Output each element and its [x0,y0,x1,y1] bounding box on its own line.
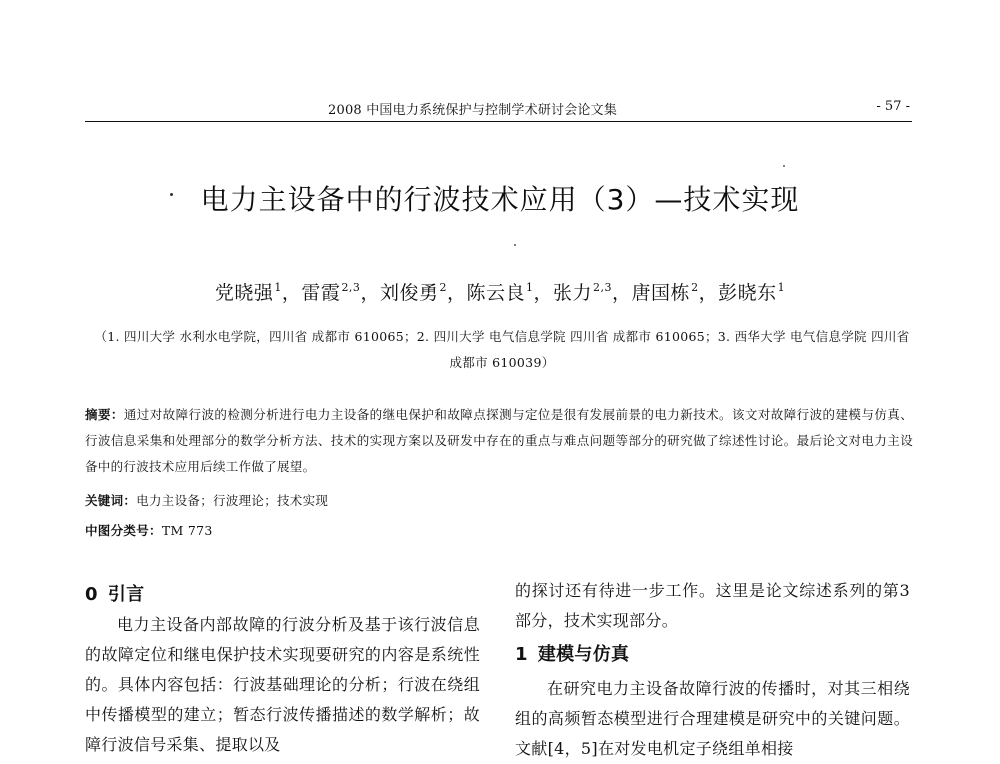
author-name: 陈云良 [466,282,525,304]
author-name: 张力 [553,282,593,304]
author-list [0,278,1000,305]
introduction-paragraph: 电力主设备内部故障的行波分析及基于该行波信息的故障定位和继电保护技术实现要研究的内容是系统性的。具体内容包括：行波基础理论的分析；行波在绕组中传播模型的建立；暂态行波传播描述的数学解析；故障行波信号采集、提取以及 [85,615,480,754]
author-name: 党晓强 [214,282,274,304]
scan-speck [514,244,516,246]
section-title: 建模与仿真 [537,644,630,665]
left-column [85,580,480,760]
conference-title: 2008 中国电力系统保护与控制学术研讨会论文集 [328,103,618,118]
keywords [85,491,328,509]
affiliations: （1. 四川大学 水利水电学院，四川省 成都市 610065；2. 四川大学 电气信息学院 四川省 成都市 610065；3. 西华大学 电气信息学院 四川省 成都市 610039） [94,329,910,370]
author-separator: ， [281,282,302,304]
modeling-paragraph: 在研究电力主设备故障行波的传播时，对其三相绕组的高频暂态模型进行合理建模是研究中的关键问题。文献[4，5]在对发电机定子绕组单相接 [515,679,910,758]
section-heading-introduction [85,580,480,610]
section-title: 引言 [107,584,145,605]
classification-text: TM 773 [161,523,213,538]
author-name: 彭晓东 [718,282,777,304]
scan-speck [783,165,785,167]
section-heading-modeling [515,640,910,670]
classification-number [85,521,213,539]
author-separator: ， [360,282,380,304]
author-name: 刘俊勇 [379,282,439,304]
abstract-text: 通过对故障行波的检测分析进行电力主设备的继电保护和故障点探测与定位是很有发展前景的电力新技术。该文对故障行波的建模与仿真、行波信息采集和处理部分的数学分析方法、技术的实现方案以及研发中存在的重点与难点问题等部分的研究做了综述性讨论。最后论文对电力主设备中的行波技术应用后续工作做了展望。 [85,407,913,474]
abstract [85,402,913,480]
author-affiliation-mark: 1 [274,281,282,294]
page-number: - 57 - [876,99,910,114]
classification-label: 中图分类号： [85,523,162,538]
continued-paragraph: 的探讨还有待进一步工作。这里是论文综述系列的第3部分，技术实现部分。 [515,581,910,630]
abstract-label: 摘要： [85,407,124,422]
author-separator: ， [533,282,554,304]
section-number: 1 [515,644,528,665]
author-affiliation-mark: 2,3 [341,281,361,294]
keywords-label: 关键词： [85,493,137,508]
running-header [85,97,912,122]
section-number: 0 [85,584,98,605]
author-affiliation-mark: 1 [526,281,534,294]
author-separator: ， [446,282,467,304]
author-separator: ， [698,282,719,304]
author-separator: ， [612,282,632,304]
author-name: 雷霞 [301,282,341,304]
author-affiliation-mark: 1 [777,281,786,294]
author-name: 唐国栋 [631,282,691,304]
author-affiliation-mark: 2 [691,281,699,294]
author-affiliation-mark: 2 [439,281,447,294]
author-affiliation-mark: 2,3 [593,281,613,294]
keywords-text: 电力主设备；行波理论；技术实现 [136,493,329,508]
right-column [515,576,910,764]
paper-title: 电力主设备中的行波技术应用（3）—技术实现 [200,183,800,216]
